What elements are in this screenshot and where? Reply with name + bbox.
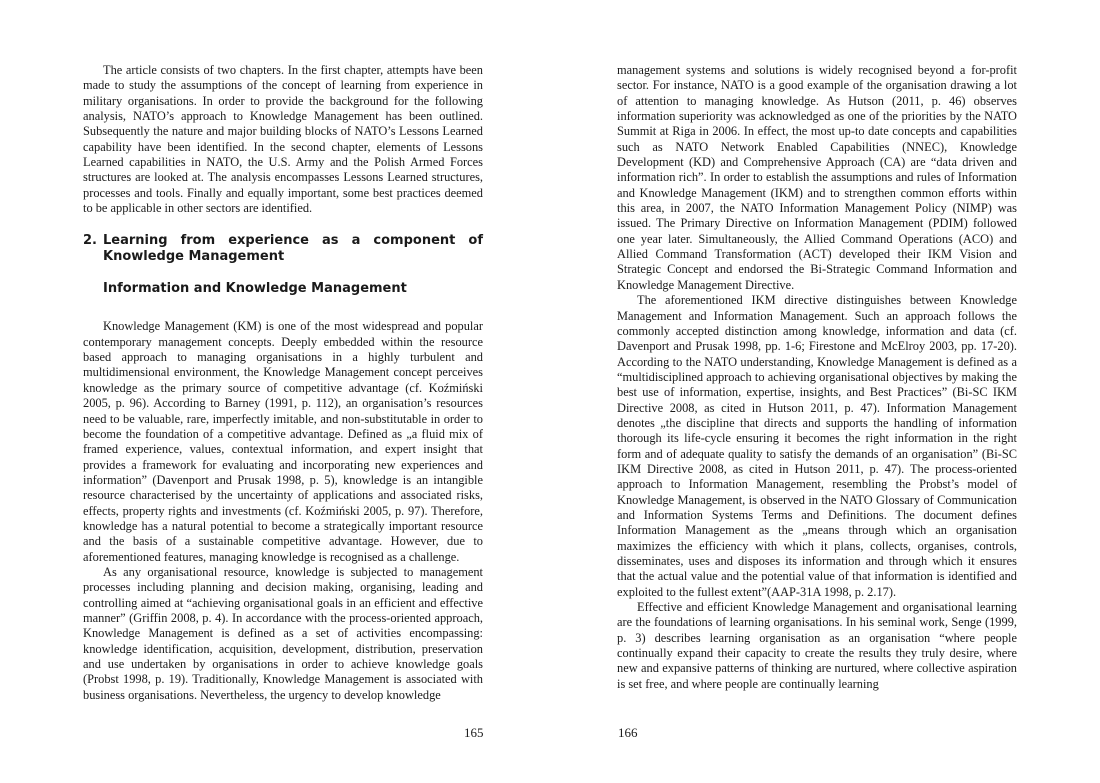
section-number: 2. bbox=[83, 233, 97, 249]
page-number: 165 bbox=[464, 725, 484, 740]
body-paragraph: management systems and solutions is widely recognised beyond a for-profit sector. For instance, NATO is a good example of the organisation drawing a lot of attention to managing knowledge. As Hutson (2011, p. 46) observes information superiority was acknowledged as one of the priorities by the NATO Summit at Riga in 2006. In effect, the most up-to date concepts and capabilities such as NATO Network Enabled Capabilities (NNEC), Knowledge Development (KD) and Comprehensive Approach (CA) are “data driven and information rich”. In order to establish the assumptions and rules of Information and Knowledge Management (IKM) and to strengthen common efforts within this area, in 2007, the NATO Information Management Policy (NIMP) was issued. The Primary Directive on Information Management (PDIM) followed one year later. Simultaneously, the Allied Command Operations (ACO) and Allied Command Transformation (ACT) developed their IKM Vision and Strategic Concept and endorsed the Bi-Strategic Command Information and Knowledge Management Directive. bbox=[617, 63, 1017, 292]
body-paragraph: As any organisational resource, knowledge is subjected to management processes including planning and decision making, organising, leading and controlling aimed at “achieving organisational goals in an efficient and effective manner” (Griffin 2008, p. 4). In accordance with the process-oriented approach, Knowledge Management is defined as a set of activities encompassing: knowledge identification, acquisition, development, distribution, preservation and use undertaken by organisations in order to achieve knowledge goals (Probst 1998, p. 19). Traditionally, Knowledge Management is associated with business organisations. Nevertheless, the urgency to develop knowledge bbox=[83, 564, 483, 702]
page-number: 166 bbox=[618, 725, 638, 740]
subsection-title: Information and Knowledge Management bbox=[103, 281, 407, 297]
right-page bbox=[550, 0, 1100, 783]
left-text-column bbox=[83, 63, 483, 703]
section-title: Learning from experience as a component of Knowledge Management bbox=[103, 233, 483, 265]
body-paragraph: The aforementioned IKM directive distinguishes between Knowledge Management and Information Management. Such an approach follows the commonly accepted distinction among knowledge, information and data (cf. Davenport and Prusak 1998, pp. 1-6; Firestone and McElroy 2003, pp. 17-20). According to the NATO understanding, Knowledge Management is defined as a “multidisciplined approach to achieving organisational objectives by making the best use of information, expertise, insights, and Best Practices” (Bi-SC IKM Directive 2008, as cited in Hutson 2011, p. 47). Information Management denotes „the discipline that directs and supports the handling of information thorough its life-cycle ensuring it becomes the right information in the right form and of adequate quality to satisfy the demands of an organisation” (Bi-SC IKM Directive 2008, as cited in Hutson 2011, p. 47). The process-oriented approach to Information Management, resembling the Probst’s model of Knowledge Management, is observed in the NATO Glossary of Communication and Information Systems Terms and Definitions. The document defines Information Management as the „means through which an organisation maximizes the efficiency with which it plans, collects, organises, controls, disseminates, uses and disposes its information and through which it ensures that the actual value and the potential value of that information is identified and exploited to the fullest extent”(AAP-31A 1998, p. 2.17). bbox=[617, 293, 1017, 599]
body-paragraph: Knowledge Management (KM) is one of the most widespread and popular contemporary management concepts. Deeply embedded within the resource based approach to managing organisations in a highly turbulent and multidimensional environment, the Knowledge Management concept perceives knowledge as the primary source of competitive advantage (cf. Koźmiński 2005, p. 96). According to Barney (1991, p. 112), an organisation’s resources need to be valuable, rare, imperfectly imitable, and non-substitutable in order to become the foundation of a competitive advantage. Defined as „a fluid mix of framed experience, values, contextual information, and expert insight that provides a framework for evaluating and incorporating new experiences and information” (Davenport and Prusak 1998, p. 5), knowledge is an intangible resource characterised by the uncertainty of applications and associated risks, effects, property rights and investments (cf. Koźmiński 2005, p. 97). Therefore, knowledge has a natural potential to become a strategically important resource and the basis of a sustainable competitive advantage. However, due to aforementioned features, managing knowledge is recognised as a challenge. bbox=[83, 319, 483, 564]
section-heading bbox=[83, 233, 483, 265]
intro-paragraph: The article consists of two chapters. In the first chapter, attempts have been made to study the assumptions of the concept of learning from experience in military organisations. In order to provide the background for the following analysis, NATO’s approach to Knowledge Management has been outlined. Subsequently the nature and major building blocks of NATO’s Lessons Learned capability have been identified. In the second chapter, elements of Lessons Learned capabilities in NATO, the U.S. Army and the Polish Armed Forces structures are looked at. The analysis encompasses Lessons Learned structures, processes and tools. Finally and equally important, some best practices deemed to be applicable in other sectors are identified. bbox=[83, 63, 483, 216]
right-text-column bbox=[617, 63, 1017, 692]
body-paragraph: Effective and efficient Knowledge Management and organisational learning are the foundations of learning organisations. In his seminal work, Senge (1999, p. 3) describes learning organisation as an organisation “where people continually expand their capacity to create the results they truly desire, where new and expansive patterns of thinking are nurtured, where collective aspiration is set free, and where people are continually learning bbox=[617, 600, 1017, 691]
